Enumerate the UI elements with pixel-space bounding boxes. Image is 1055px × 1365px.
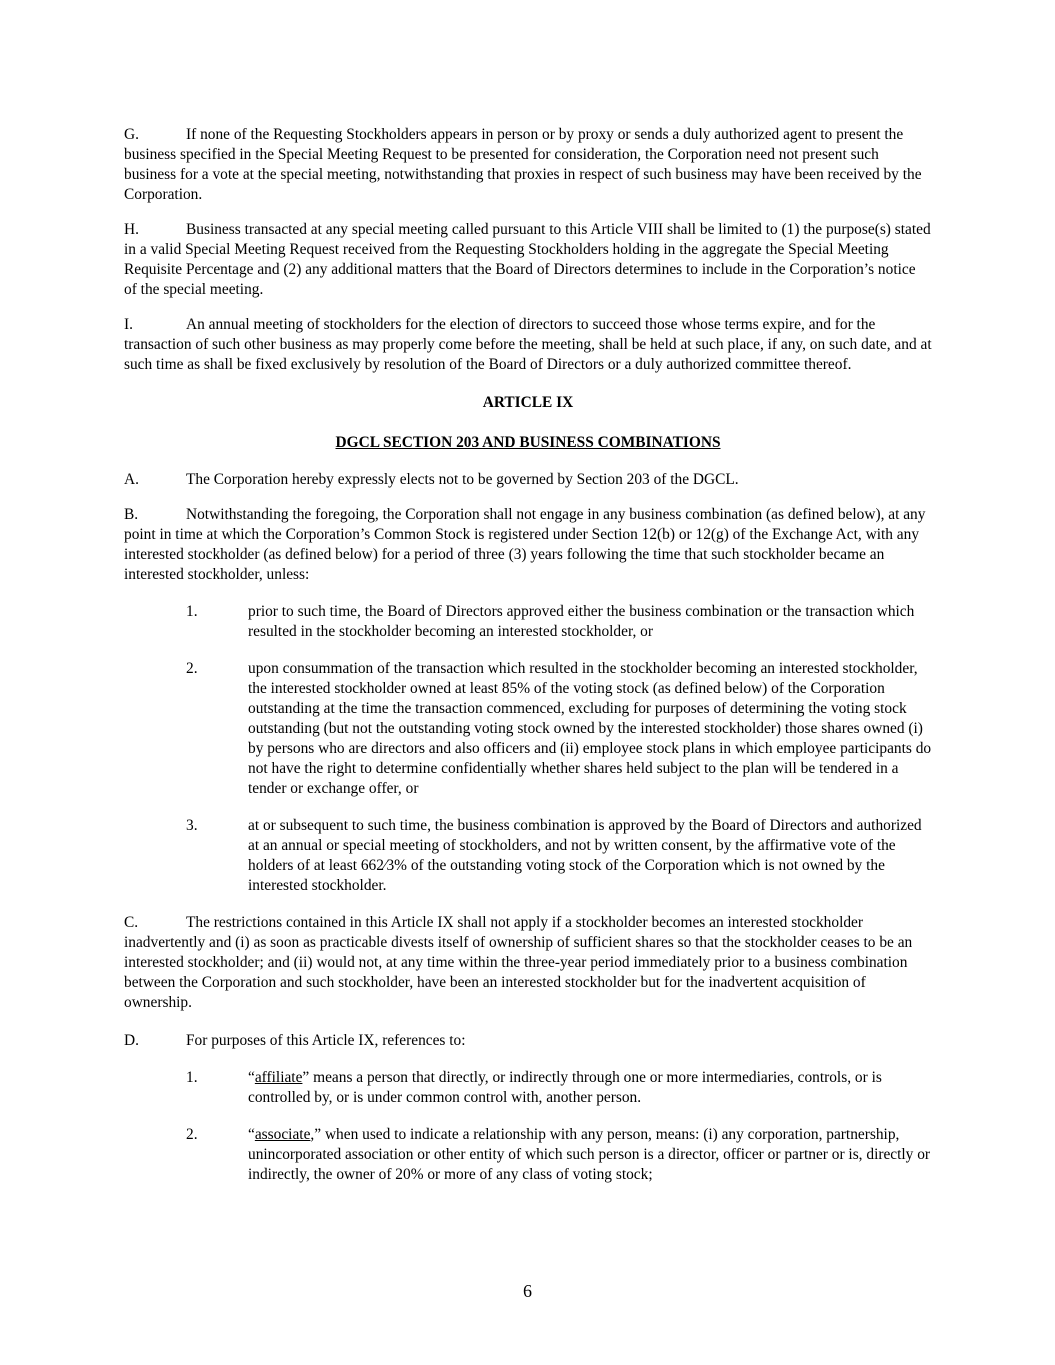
paragraph-h xyxy=(124,220,932,300)
paragraph-c xyxy=(124,913,932,1013)
paragraph-text: An annual meeting of stockholders for the election of directors to succeed those whose terms expire, and for the transaction of such other business as may properly come before the meeting, shall be held at such place, if any, on such date, and at such time as shall be fixed exclusively by resolution of the Board of Directors or a duly authorized committee thereof. xyxy=(124,316,932,373)
list-item-b3 xyxy=(124,816,932,896)
list-number: 2. xyxy=(186,1126,198,1143)
paragraph-text: If none of the Requesting Stockholders appears in person or by proxy or sends a duly authorized agent to present the business specified in the Special Meeting Request to be presented for consideration, the Corporation need not present such business for a vote at the special meeting, notwithstanding that proxies in respect of such business may have been received by the Corporation. xyxy=(124,126,922,203)
list-item-text: prior to such time, the Board of Directors approved either the business combination or the transaction which resulted in the stockholder becoming an interested stockholder, or xyxy=(248,603,915,640)
list-number: 3. xyxy=(186,817,198,834)
list-item-text: upon consummation of the transaction which resulted in the stockholder becoming an interested stockholder, the interested stockholder owned at least 85% of the voting stock (as defined below) of the Corporation outstanding at the time the transaction commenced, excluding for purposes of determining the voting stock outstanding (but not the outstanding voting stock owned by the interested stockholder) those shares owned (i) by persons who are directors and also officers and (ii) employee stock plans in which employee participants do not have the right to determine confidentially whether shares held subject to the plan will be tendered in a tender or exchange offer, or xyxy=(248,660,932,797)
article-subtitle: DGCL SECTION 203 AND BUSINESS COMBINATIONS xyxy=(335,434,721,451)
paragraph-b xyxy=(124,505,932,585)
close-quote: ,” xyxy=(310,1126,322,1143)
paragraph-g xyxy=(124,125,932,205)
list-number: 2. xyxy=(186,660,198,677)
list-item-d2 xyxy=(124,1125,932,1185)
paragraph-label: D. xyxy=(124,1032,139,1049)
paragraph-text: The restrictions contained in this Article IX shall not apply if a stockholder becomes an interested stockholder inadvertently and (i) as soon as practicable divests itself of ownership of sufficient shares so that the stockholder ceases to be an interested stockholder; and (ii) would not, at any time within the three-year period immediately prior to a business combination between the Corporation and such stockholder, have been an interested stockholder but for the inadvertent acquisition of ownership. xyxy=(124,914,913,1011)
open-quote: “ xyxy=(248,1126,255,1143)
close-quote: ” xyxy=(302,1069,310,1086)
list-item-text: when used to indicate a relationship with any person, means: (i) any corporation, partnership, unincorporated association or other entity of which such person is a director, officer or partner or is, directly or indirectly, the owner of 20% or more of any class of voting stock; xyxy=(248,1126,931,1183)
list-number: 1. xyxy=(186,1069,198,1086)
paragraph-label: A. xyxy=(124,471,139,488)
paragraph-text: Notwithstanding the foregoing, the Corporation shall not engage in any business combination (as defined below), at any point in time at which the Corporation’s Common Stock is registered under Section 12(b) or 12(g) of the Exchange Act, with any interested stockholder (as defined below) for a period of three (3) years following the time that such stockholder became an interested stockholder, unless: xyxy=(124,506,926,583)
defined-term: associate xyxy=(254,1126,311,1143)
paragraph-d xyxy=(124,1031,932,1051)
paragraph-label: C. xyxy=(124,914,139,931)
paragraph-text: The Corporation hereby expressly elects not to be governed by Section 203 of the DGCL. xyxy=(186,471,739,488)
paragraph-label: G. xyxy=(124,126,139,143)
list-item-text: means a person that directly, or indirectly through one or more intermediaries, controls, or is controlled by, or is under common control with, another person. xyxy=(248,1069,882,1106)
paragraph-text: Business transacted at any special meeting called pursuant to this Article VIII shall be limited to (1) the purpose(s) stated in a valid Special Meeting Request received from the Requesting Stockholders holding in the aggregate the Special Meeting Requisite Percentage and (2) any additional matters that the Board of Directors determines to include in the Corporation’s notice of the special meeting. xyxy=(124,221,931,298)
list-item-b1 xyxy=(124,602,932,642)
paragraph-a xyxy=(124,470,932,490)
paragraph-label: B. xyxy=(124,506,139,523)
article-title: ARTICLE IX xyxy=(482,394,574,411)
list-item-b2 xyxy=(124,659,932,799)
paragraph-i xyxy=(124,315,932,375)
paragraph-text: For purposes of this Article IX, references to: xyxy=(186,1032,466,1049)
list-item-text: at or subsequent to such time, the business combination is approved by the Board of Directors and authorized at an annual or special meeting of stockholders, and not by written consent, by the affirmative vote of the holders of at least 662⁄3% of the outstanding voting stock of the Corporation which is not owned by the interested stockholder. xyxy=(248,817,922,894)
paragraph-label: H. xyxy=(124,221,139,238)
page-number: 6 xyxy=(523,1281,532,1301)
document-page xyxy=(124,125,932,1200)
list-number: 1. xyxy=(186,603,198,620)
list-item-d1 xyxy=(124,1068,932,1108)
paragraph-label: I. xyxy=(124,316,133,333)
open-quote: “ xyxy=(248,1069,255,1086)
defined-term: affiliate xyxy=(254,1069,303,1086)
